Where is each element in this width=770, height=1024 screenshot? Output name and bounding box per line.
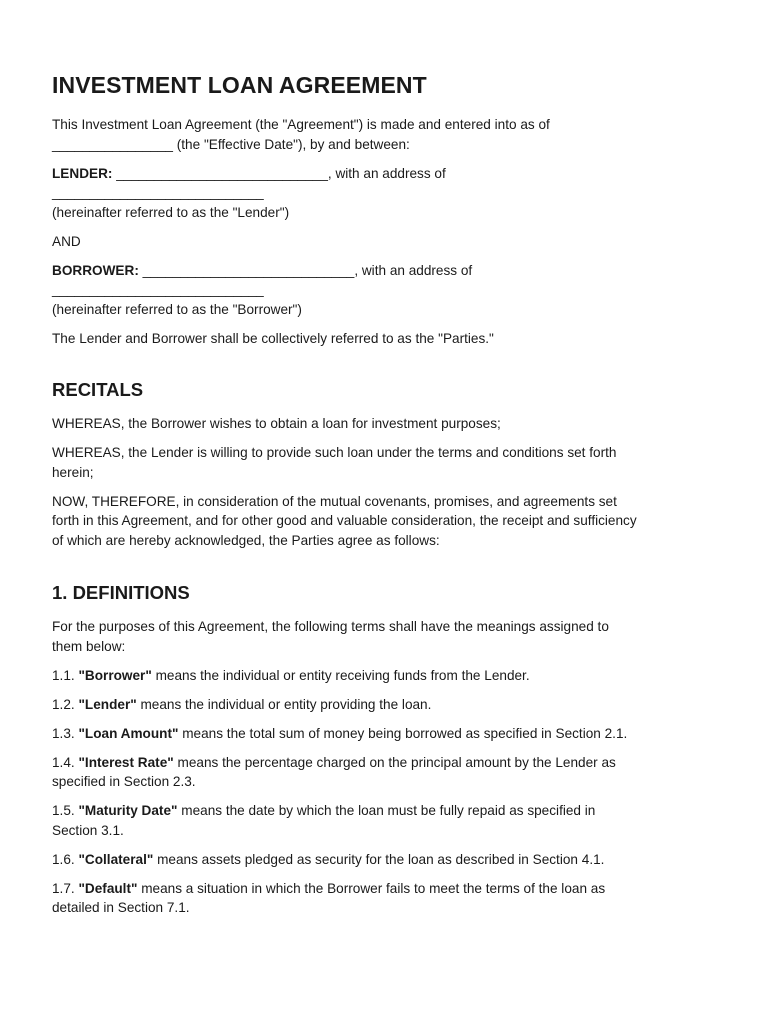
intro-line-2: ________________ (the "Effective Date"), by and between: — [52, 136, 410, 152]
definition-item — [52, 879, 720, 918]
document-page — [52, 70, 720, 927]
definition-text: means the individual or entity providing the loan. — [136, 696, 432, 712]
recital-now-therefore — [52, 492, 720, 551]
lender-paragraph — [52, 164, 720, 223]
definition-item — [52, 850, 720, 870]
definitions-heading: 1. DEFINITIONS — [52, 582, 190, 603]
intro-line-1: This Investment Loan Agreement (the "Agreement") is made and entered into as of — [52, 117, 550, 132]
borrower-label: BORROWER: — [52, 262, 139, 278]
definition-text-continued: specified in Section 2.3. — [52, 774, 196, 789]
definitions-intro-line-2: them below: — [52, 638, 126, 654]
definition-text: means a situation in which the Borrower fails to meet the terms of the loan as — [137, 880, 606, 896]
definition-text-continued: detailed in Section 7.1. — [52, 900, 190, 915]
recital-now-line-3: of which are hereby acknowledged, the Parties agree as follows: — [52, 532, 440, 548]
definition-term: "Interest Rate" — [78, 754, 174, 770]
borrower-paragraph — [52, 261, 720, 320]
lender-label: LENDER: — [52, 165, 113, 181]
definition-number: 1.7. — [52, 880, 75, 896]
definition-number: 1.3. — [52, 725, 75, 741]
recital-now-line-1: NOW, THEREFORE, in consideration of the mutual covenants, promises, and agreements set — [52, 493, 617, 509]
lender-address-text: , with an address of — [327, 165, 446, 181]
definition-term: "Collateral" — [78, 851, 154, 867]
definition-term: "Lender" — [78, 696, 137, 712]
definition-item — [52, 801, 720, 840]
lender-referred: (hereinafter referred to as the "Lender") — [52, 204, 290, 220]
borrower-referred: (hereinafter referred to as the "Borrower") — [52, 301, 302, 317]
definition-item — [52, 753, 720, 792]
borrower-address-blank: ____________________________ — [52, 282, 264, 297]
recital-whereas-2-line-2: herein; — [52, 464, 94, 480]
definition-text-continued: Section 3.1. — [52, 822, 124, 838]
borrower-name-blank: ____________________________ — [142, 262, 355, 278]
intro-paragraph — [52, 115, 720, 154]
definition-text: means the date by which the loan must be fully repaid as specified in — [177, 803, 596, 818]
definition-number: 1.6. — [52, 851, 75, 867]
definition-text: means the total sum of money being borrowed as specified in Section 2.1. — [178, 725, 628, 741]
definition-number: 1.1. — [52, 667, 75, 683]
definition-item — [52, 695, 720, 715]
definition-item — [52, 724, 720, 744]
definition-term: "Borrower" — [78, 667, 152, 683]
document-title: INVESTMENT LOAN AGREEMENT — [52, 72, 427, 98]
recital-whereas-2 — [52, 443, 720, 482]
definition-term: "Maturity Date" — [78, 803, 178, 818]
definition-number: 1.4. — [52, 754, 75, 770]
recital-whereas-1: WHEREAS, the Borrower wishes to obtain a loan for investment purposes; — [52, 416, 501, 431]
definitions-intro-line-1: For the purposes of this Agreement, the following terms shall have the meanings assigned to — [52, 619, 609, 634]
definition-term: "Loan Amount" — [78, 725, 179, 741]
definition-number: 1.5. — [52, 803, 75, 818]
definition-item — [52, 666, 720, 686]
lender-address-blank: ____________________________ — [52, 185, 264, 200]
definition-text: means assets pledged as security for the loan as described in Section 4.1. — [153, 851, 605, 867]
definition-text: means the percentage charged on the principal amount by the Lender as — [173, 754, 616, 770]
recitals-heading: RECITALS — [52, 379, 144, 400]
parties-paragraph: The Lender and Borrower shall be collectively referred to as the "Parties." — [52, 330, 494, 346]
and-separator: AND — [52, 233, 81, 249]
definition-text: means the individual or entity receiving funds from the Lender. — [151, 667, 530, 683]
recital-now-line-2: forth in this Agreement, and for other good and valuable consideration, the receipt and sufficiency — [52, 513, 637, 528]
lender-name-blank: ____________________________ — [116, 165, 328, 181]
recital-whereas-2-line-1: WHEREAS, the Lender is willing to provide such loan under the terms and conditions set forth — [52, 445, 617, 460]
definitions-intro — [52, 617, 720, 656]
definition-list — [52, 666, 720, 918]
definition-term: "Default" — [78, 880, 138, 896]
borrower-address-text: , with an address of — [354, 262, 473, 278]
definition-number: 1.2. — [52, 696, 75, 712]
